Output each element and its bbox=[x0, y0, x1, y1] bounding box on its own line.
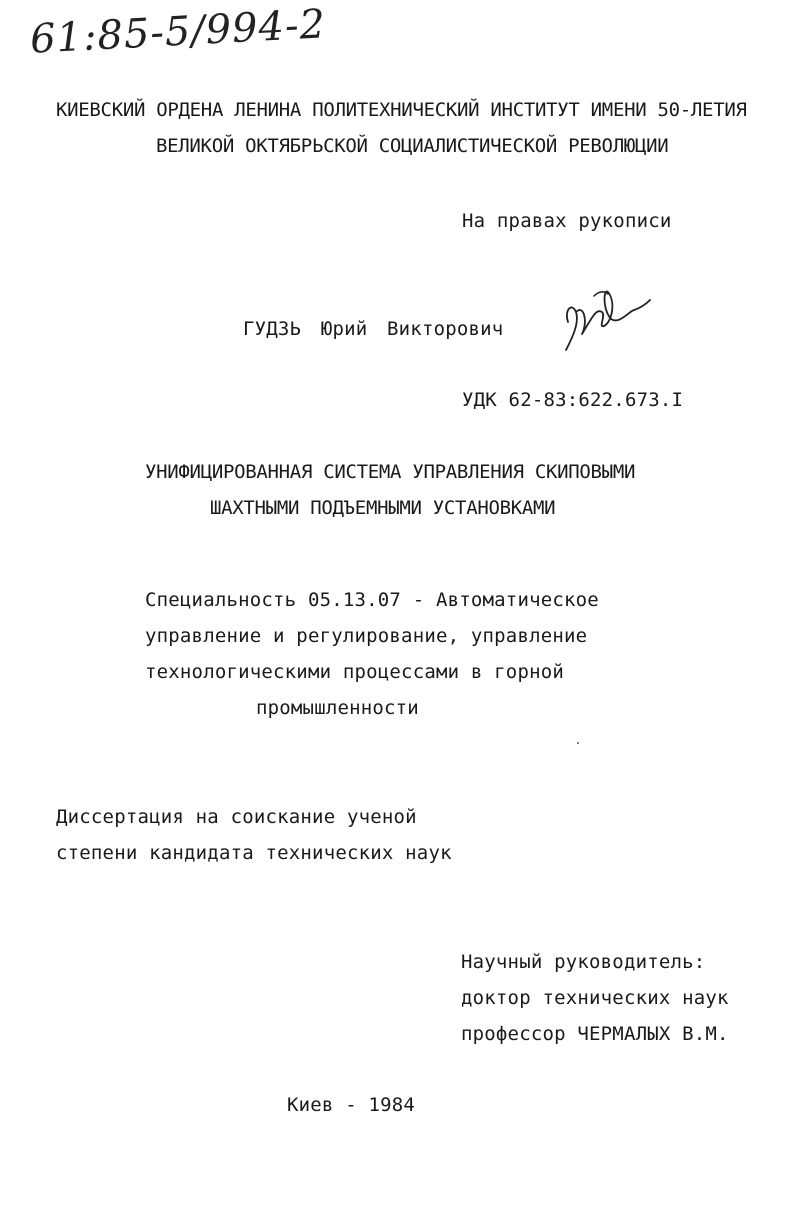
udc-code: УДК 62-83:622.673.I bbox=[462, 389, 684, 411]
institution-line-2: ВЕЛИКОЙ ОКТЯБРЬСКОЙ СОЦИАЛИСТИЧЕСКОЙ РЕВОЛЮЦИИ bbox=[156, 135, 669, 157]
dissertation-line-2: степени кандидата технических наук bbox=[56, 842, 452, 864]
thesis-title-line-1: УНИФИЦИРОВАННАЯ СИСТЕМА УПРАВЛЕНИЯ СКИПОВЫМИ bbox=[145, 461, 636, 483]
archive-number-handwritten: 61:85-5/994-2 bbox=[28, 1, 328, 63]
specialty-line-4: промышленности bbox=[256, 697, 419, 719]
thesis-title-line-2: ШАХТНЫМИ ПОДЪЕМНЫМИ УСТАНОВКАМИ bbox=[210, 497, 556, 519]
dissertation-line-1: Диссертация на соискание ученой bbox=[56, 806, 417, 828]
place-and-year: Киев - 1984 bbox=[287, 1094, 416, 1116]
supervisor-line-3: профессор ЧЕРМАЛЫХ В.М. bbox=[461, 1023, 729, 1045]
supervisor-line-2: доктор технических наук bbox=[461, 987, 729, 1009]
scan-speck bbox=[577, 742, 579, 744]
specialty-line-1: Специальность 05.13.07 - Автоматическое bbox=[145, 589, 599, 611]
institution-line-1: КИЕВСКИЙ ОРДЕНА ЛЕНИНА ПОЛИТЕХНИЧЕСКИЙ ИНСТИТУТ ИМЕНИ 50-ЛЕТИЯ bbox=[56, 99, 747, 121]
signature-icon bbox=[558, 282, 654, 354]
author-name: ГУДЗЬ Юрий Викторович bbox=[243, 318, 504, 340]
manuscript-rights: На правах рукописи bbox=[462, 210, 672, 232]
supervisor-line-1: Научный руководитель: bbox=[461, 951, 706, 973]
specialty-line-2: управление и регулирование, управление bbox=[145, 625, 588, 647]
specialty-line-3: технологическими процессами в горной bbox=[145, 661, 565, 683]
